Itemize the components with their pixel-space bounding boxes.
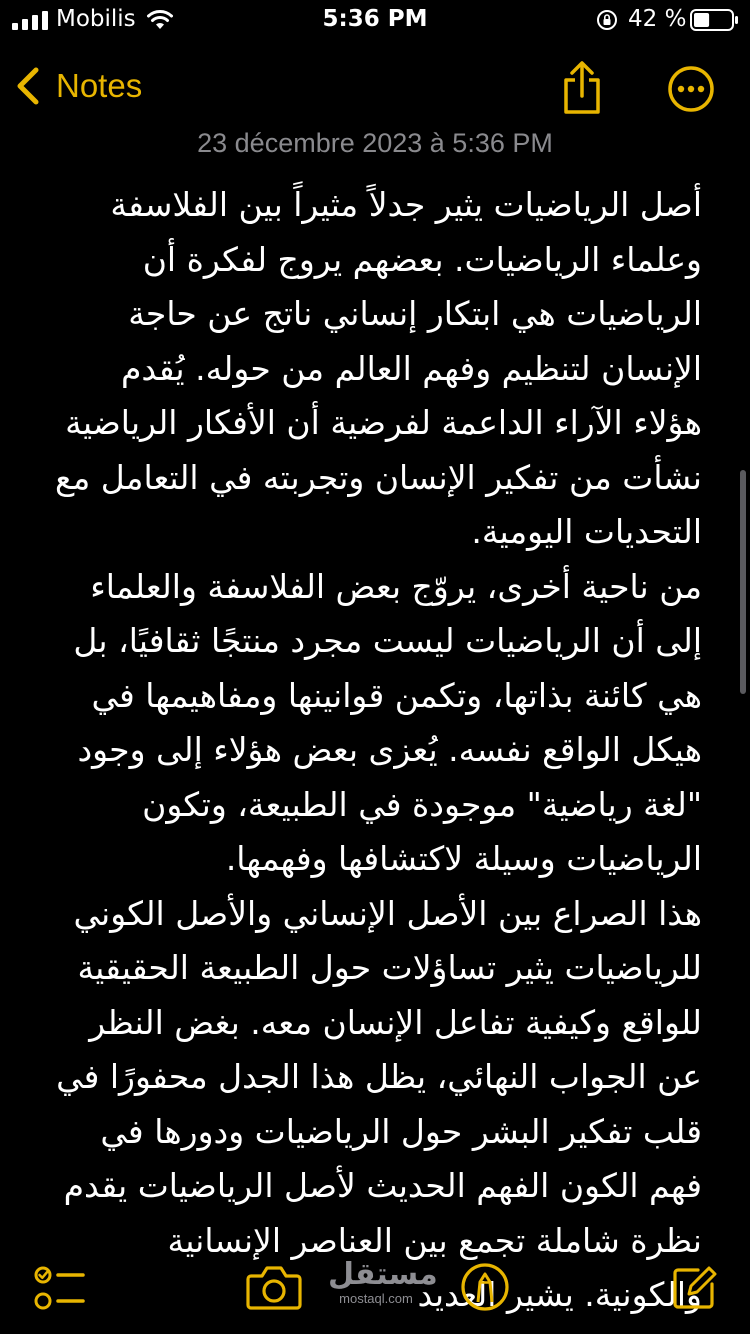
back-button-label: Notes [56,67,143,104]
note-paragraph: من ناحية أخرى، يروّج بعض الفلاسفة والعلماء إلى أن الرياضيات ليست مجرد منتجًا ثقافيًا، بل هي كائنة بذاتها، وتكمن قوانينها ومفاهيمها في هيكل الواقع نفسه. يُعزى بعض هؤلاء إلى وجود "لغة رياضية" موجودة في الطبيعة، وتكون الرياضيات وسيلة لاكتشافها وفهمها. [73,566,702,878]
carrier-name: Mobilis [56,6,136,32]
camera-icon[interactable] [246,1264,302,1310]
watermark-text: مستقل [328,1257,438,1292]
compose-icon[interactable] [670,1264,718,1312]
watermark-logo [328,1257,438,1306]
battery-icon [690,8,740,32]
status-bar [0,0,750,40]
note-date: 23 décembre 2023 à 5:36 PM [197,128,553,158]
battery-percentage: 42 % [628,6,687,32]
note-paragraph: أصل الرياضيات يثير جدلاً مثيراً بين الفلاسفة وعلماء الرياضيات. بعضهم يروج لفكرة أن الرياضيات هي ابتكار إنساني ناتج عن حاجة الإنسان لتنظيم وفهم العالم من حوله. يُقدم هؤلاء الآراء الداعمة لفرضية أن الأفكار الرياضية نشأت من تفكير الإنسان وتجربته في التعامل مع التحديات اليومية. [55,185,702,551]
status-time: 5:36 PM [322,6,428,32]
share-icon[interactable] [558,60,606,116]
watermark-url: mostaql.com [339,1291,413,1306]
ellipsis-circle-icon[interactable] [666,64,716,114]
markup-pen-icon[interactable] [460,1262,510,1312]
scrollbar[interactable] [740,470,746,694]
navigation-bar [0,52,750,122]
chevron-left-icon [14,66,42,106]
rotation-lock-icon [596,9,618,31]
back-button[interactable] [14,58,142,114]
note-paragraph: هذا الصراع بين الأصل الإنساني والأصل الكوني للرياضيات يثير تساؤلات حول الطبيعة الحقيقية للواقع وكيفية تفاعل الإنسان معه. بغض النظر عن الجواب النهائي، يظل هذا الجدل محفورًا في قلب تفكير البشر حول الرياضيات ودورها في فهم الكون الفهم الحديث لأصل الرياضيات يقدم نظرة شاملة تجمع بين العناصر الإنسانية والكونية. يشير العديد [56,893,702,1314]
checklist-icon[interactable] [34,1264,86,1312]
